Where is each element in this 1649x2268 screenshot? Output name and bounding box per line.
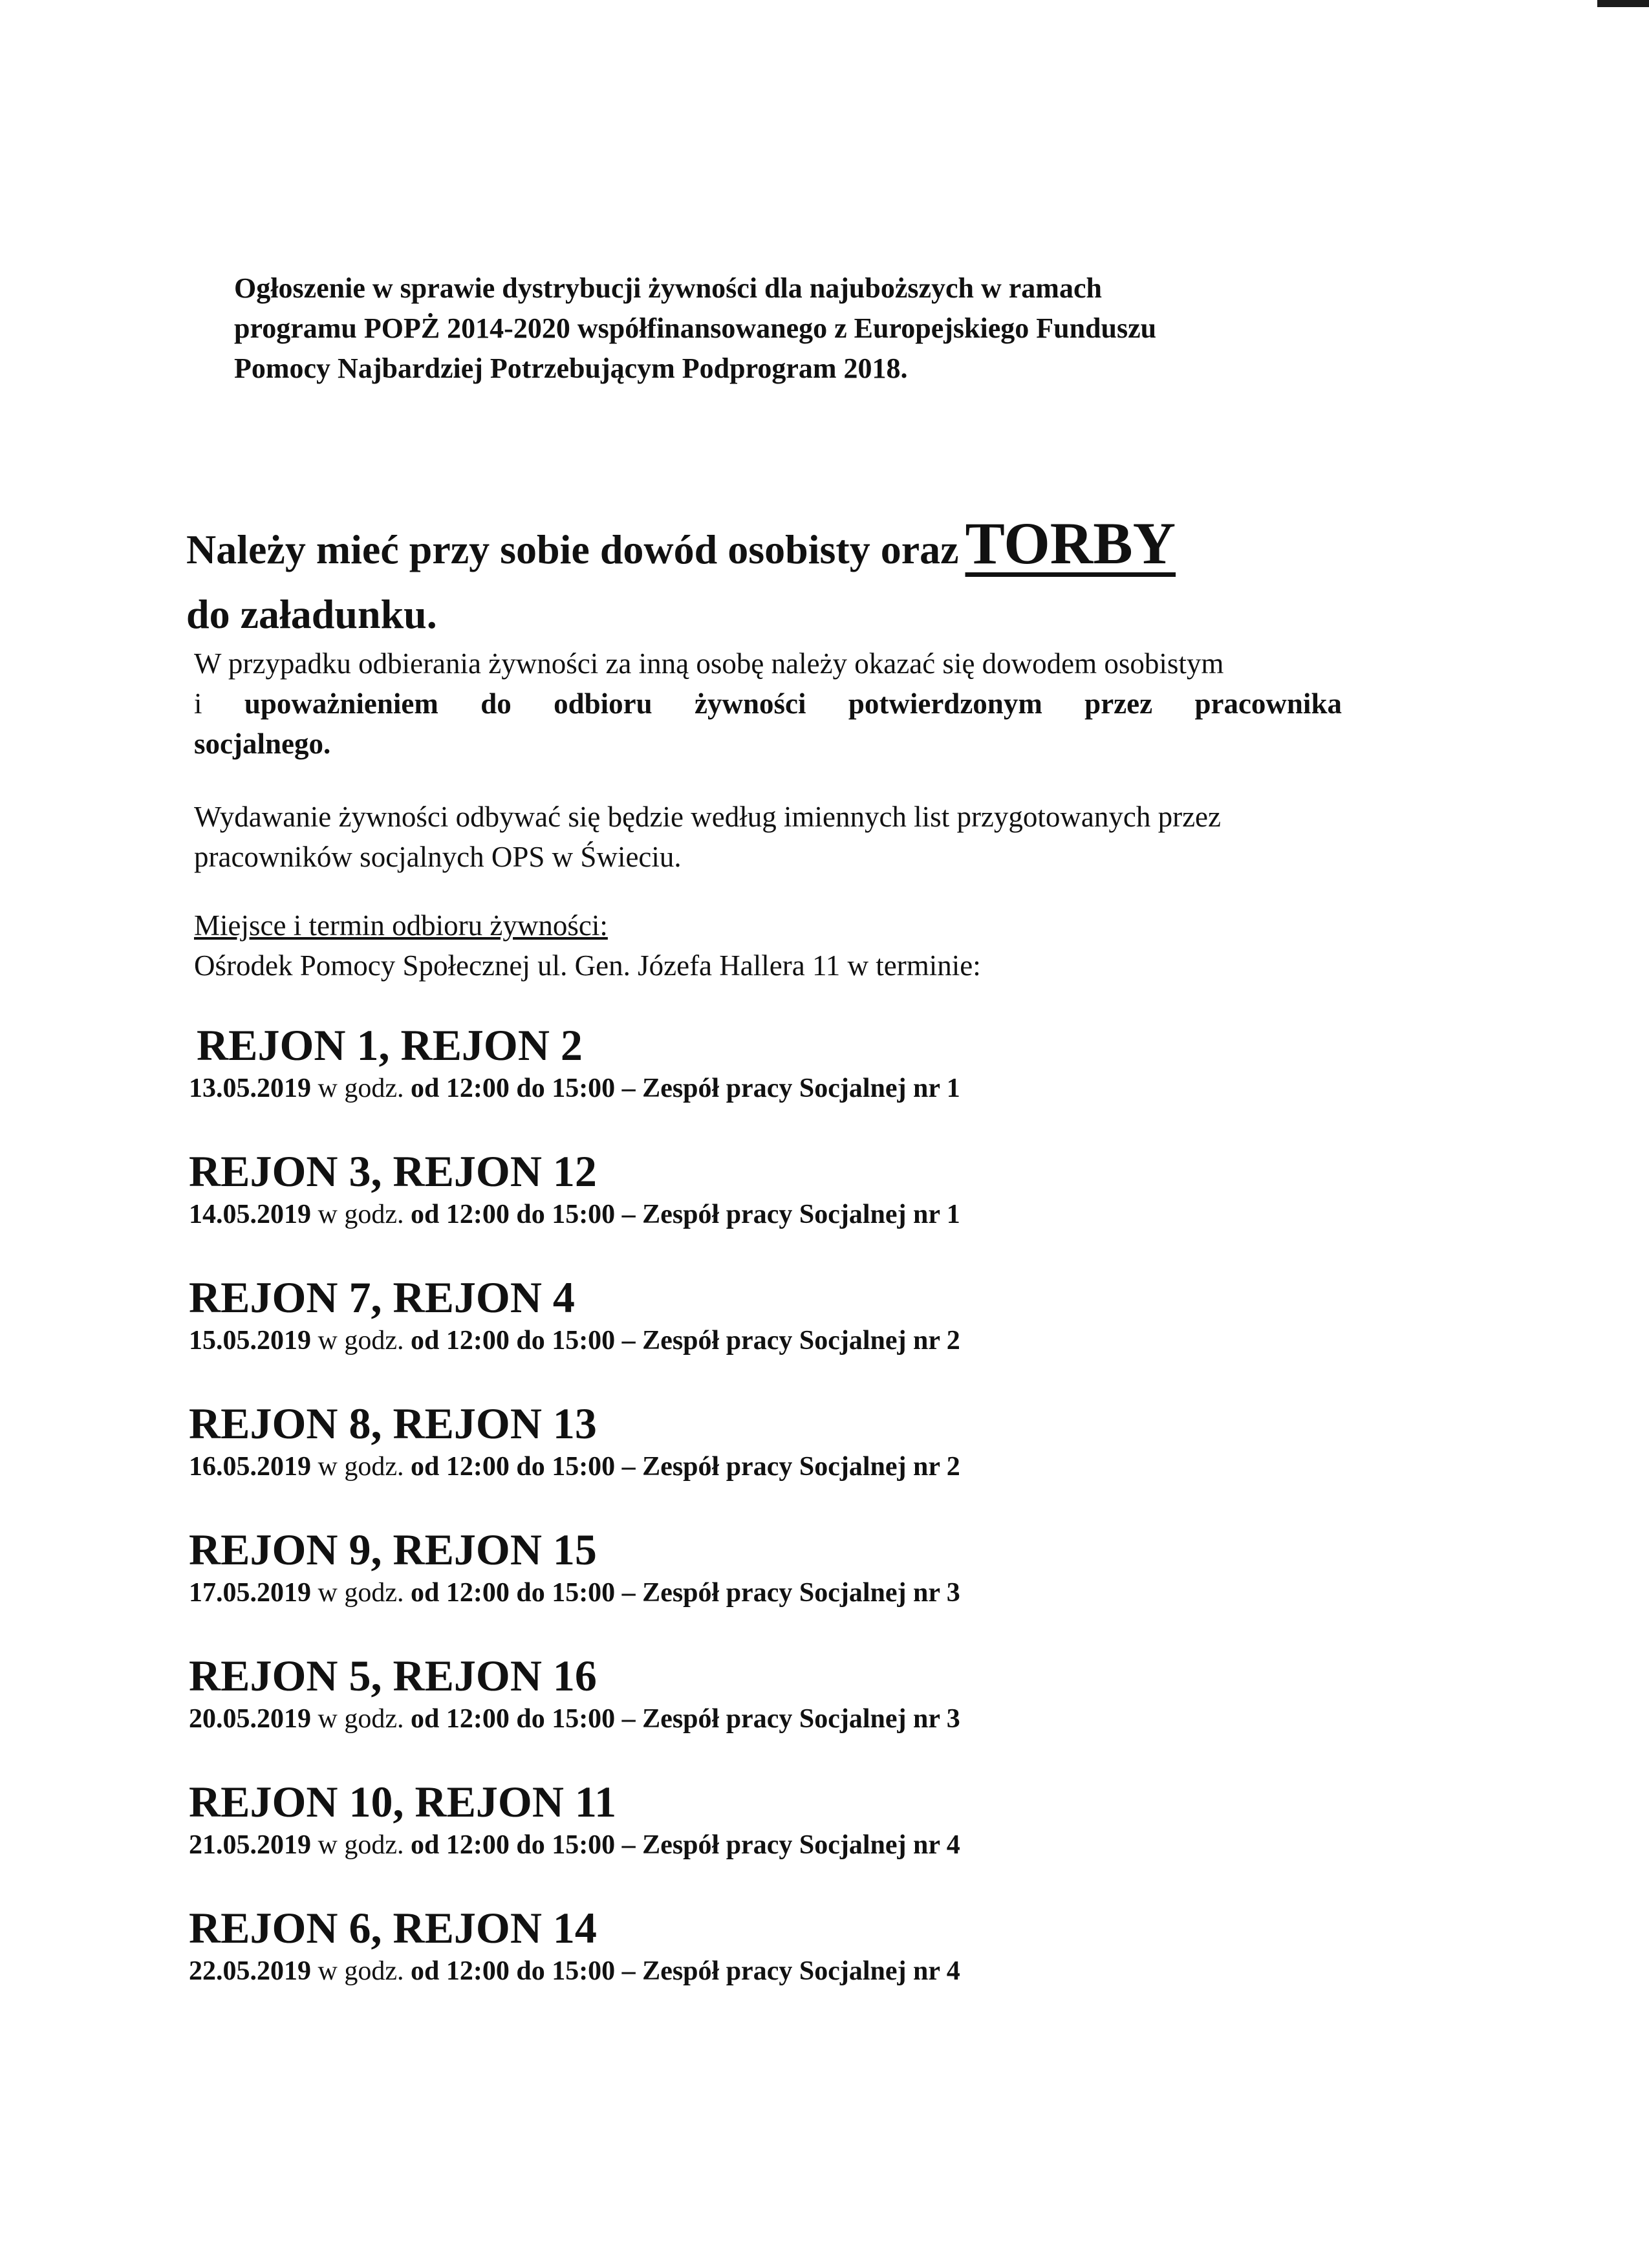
schedule-entry — [189, 1649, 1223, 1775]
region-heading: REJON 6, REJON 14 — [189, 1903, 597, 1952]
schedule-time — [189, 1702, 1223, 1736]
announcement-title — [234, 268, 1346, 389]
title-line: Ogłoszenie w sprawie dystrybucji żywności dla najuboższych w ramach — [234, 272, 1102, 304]
region-heading: REJON 7, REJON 4 — [189, 1273, 575, 1322]
schedule-hours: od 12:00 do 15:00 – Zespół pracy Socjalnej nr 3 — [410, 1704, 960, 1734]
scan-edge-mark — [1597, 0, 1649, 7]
schedule-hours: od 12:00 do 15:00 – Zespół pracy Socjalnej nr 3 — [410, 1578, 960, 1608]
schedule-hours: od 12:00 do 15:00 – Zespół pracy Socjalnej nr 1 — [410, 1074, 960, 1103]
schedule-mid: w godz. — [318, 1200, 404, 1229]
word: potwierdzonym — [848, 687, 1042, 720]
lists-line-2: pracowników socjalnych OPS w Świeciu. — [194, 841, 682, 873]
bags-emphasis: TORBY — [965, 510, 1176, 576]
schedule-entry — [189, 1271, 1223, 1397]
schedule-mid: w godz. — [318, 1956, 404, 1986]
schedule-time — [189, 1954, 1223, 1988]
place-and-date-label: Miejsce i termin odbioru żywności: — [194, 909, 608, 942]
distribution-schedule — [189, 1019, 1223, 2027]
word: odbioru — [554, 687, 652, 720]
word: przez — [1084, 687, 1153, 720]
schedule-date: 17.05.2019 — [189, 1578, 311, 1608]
region-heading: REJON 10, REJON 11 — [189, 1777, 617, 1826]
schedule-time — [189, 1198, 1223, 1231]
schedule-date: 14.05.2019 — [189, 1200, 311, 1229]
schedule-time — [189, 1576, 1223, 1610]
region-heading: REJON 3, REJON 12 — [189, 1147, 597, 1196]
schedule-hours: od 12:00 do 15:00 – Zespół pracy Socjalnej nr 2 — [410, 1326, 960, 1355]
proxy-line-2 — [194, 684, 1342, 724]
schedule-entry — [189, 1145, 1223, 1271]
schedule-hours: od 12:00 do 15:00 – Zespół pracy Socjalnej nr 1 — [410, 1200, 960, 1229]
schedule-mid: w godz. — [318, 1704, 404, 1734]
schedule-entry — [189, 1523, 1223, 1649]
notice-text: Należy mieć przy sobie dowód osobisty oraz — [186, 526, 959, 572]
word: pracownika — [1194, 687, 1342, 720]
word: i — [194, 687, 202, 720]
schedule-date: 21.05.2019 — [189, 1830, 311, 1860]
schedule-date: 15.05.2019 — [189, 1326, 311, 1355]
schedule-hours: od 12:00 do 15:00 – Zespół pracy Socjalnej nr 2 — [410, 1452, 960, 1482]
notice-line-2: do załadunku. — [186, 591, 437, 637]
id-and-bags-notice — [186, 510, 1363, 579]
place-address: Ośrodek Pomocy Społecznej ul. Gen. Józefa Hallera 11 w terminie: — [194, 949, 981, 982]
word: do — [480, 687, 512, 720]
title-line: Pomocy Najbardziej Potrzebującym Podprogram 2018. — [234, 352, 908, 384]
region-heading: REJON 5, REJON 16 — [189, 1651, 597, 1700]
distribution-lists-paragraph — [194, 797, 1358, 877]
schedule-mid: w godz. — [318, 1452, 404, 1482]
schedule-entry — [189, 1397, 1223, 1523]
region-heading: REJON 8, REJON 13 — [189, 1399, 597, 1448]
schedule-mid: w godz. — [318, 1326, 404, 1355]
schedule-entry — [189, 1775, 1223, 1901]
schedule-date: 22.05.2019 — [189, 1956, 311, 1986]
schedule-date: 20.05.2019 — [189, 1704, 311, 1734]
schedule-hours: od 12:00 do 15:00 – Zespół pracy Socjalnej nr 4 — [410, 1956, 960, 1986]
schedule-entry — [189, 1901, 1223, 2027]
schedule-mid: w godz. — [318, 1074, 404, 1103]
schedule-mid: w godz. — [318, 1578, 404, 1608]
schedule-time — [189, 1828, 1223, 1862]
word: żywności — [695, 687, 806, 720]
schedule-hours: od 12:00 do 15:00 – Zespół pracy Socjalnej nr 4 — [410, 1830, 960, 1860]
region-heading: REJON 1, REJON 2 — [197, 1021, 583, 1070]
title-line: programu POPŻ 2014-2020 współfinansowanego z Europejskiego Funduszu — [234, 312, 1157, 344]
word: upoważnieniem — [244, 687, 438, 720]
schedule-entry — [189, 1019, 1223, 1145]
proxy-line-1: W przypadku odbierania żywności za inną osobę należy okazać się dowodem osobistym — [194, 647, 1224, 680]
schedule-date: 16.05.2019 — [189, 1452, 311, 1482]
schedule-mid: w godz. — [318, 1830, 404, 1860]
schedule-time — [189, 1450, 1223, 1484]
schedule-time — [189, 1324, 1223, 1357]
schedule-date: 13.05.2019 — [189, 1074, 311, 1103]
schedule-time — [189, 1072, 1223, 1105]
proxy-line-3: socjalnego. — [194, 728, 331, 760]
region-heading: REJON 9, REJON 15 — [189, 1525, 597, 1574]
lists-line-1: Wydawanie żywności odbywać się będzie według imiennych list przygotowanych przez — [194, 801, 1222, 833]
proxy-pickup-paragraph — [194, 643, 1342, 764]
